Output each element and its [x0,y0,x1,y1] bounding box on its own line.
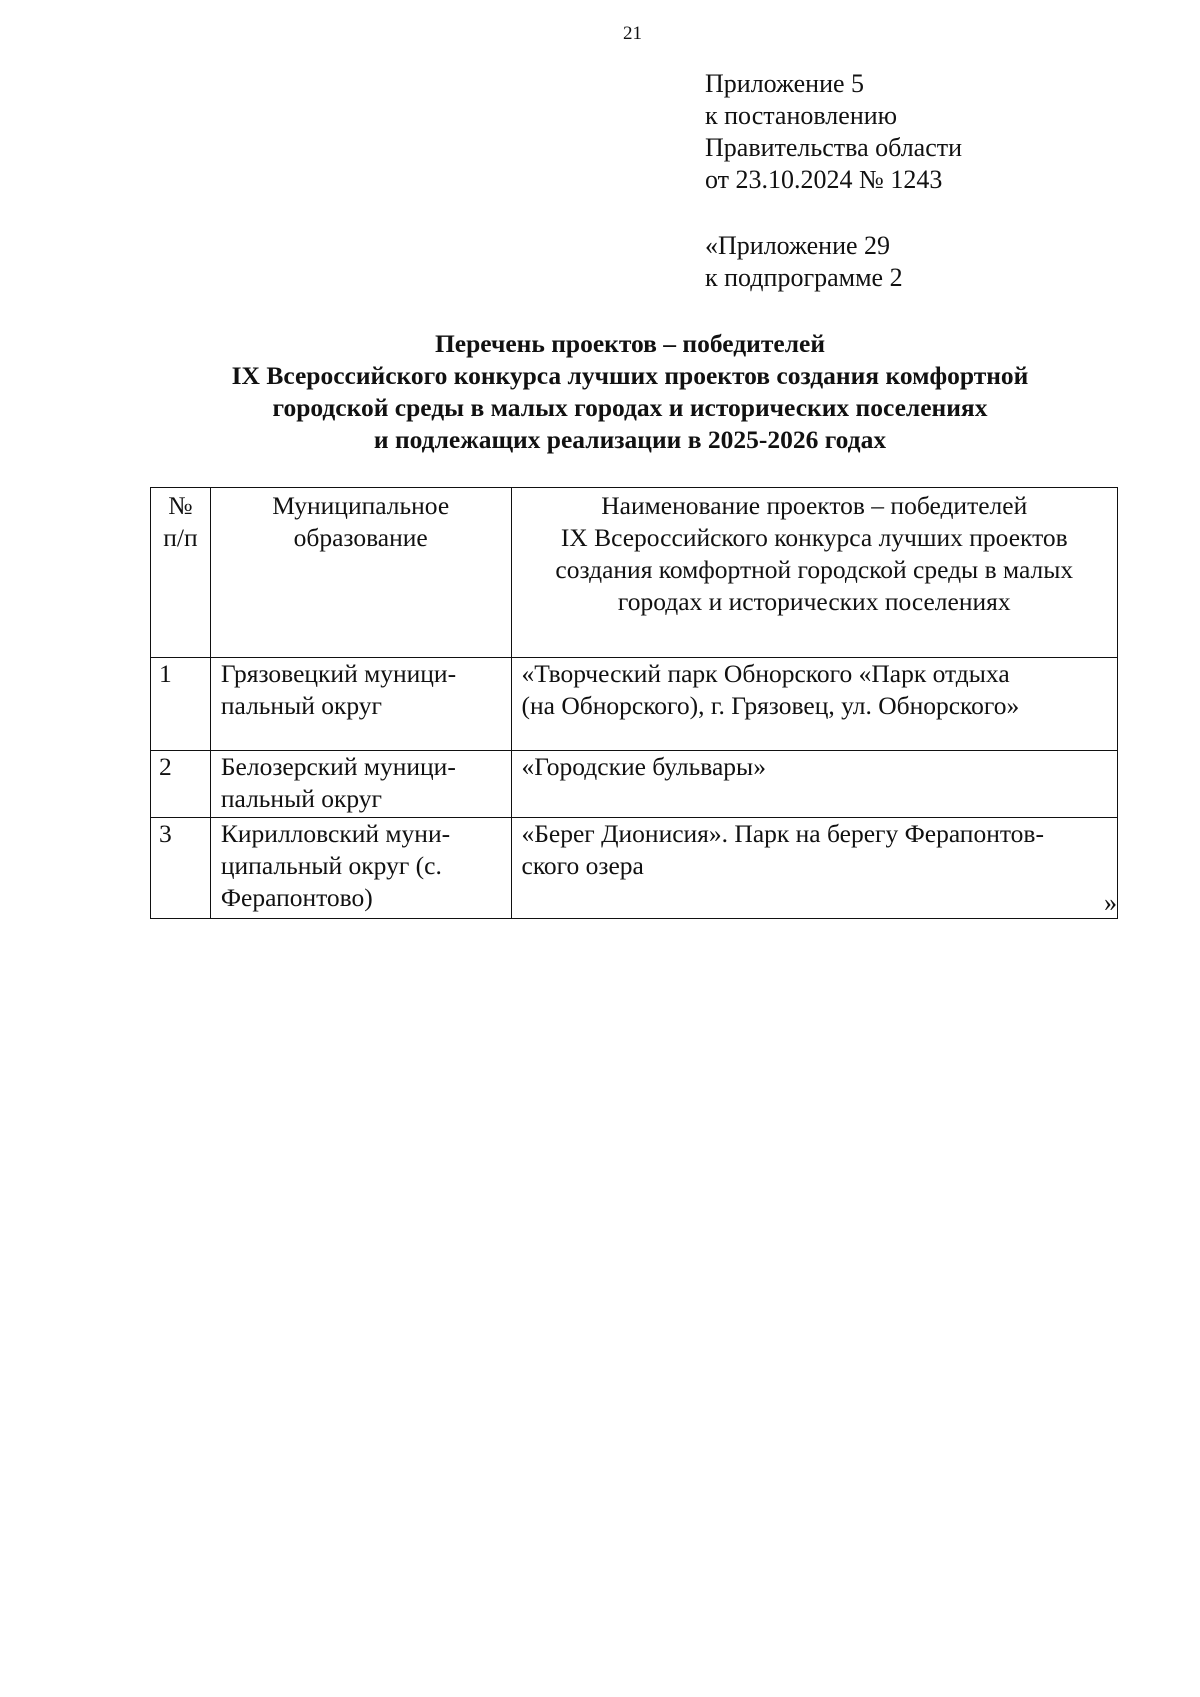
title-line: IX Всероссийского конкурса лучших проектов создания комфортной [231,361,1029,390]
table-row [151,818,1118,919]
sub-appendix-line: «Приложение 29 [705,231,891,260]
project-line: «Берег Дионисия». Парк на берегу Ферапонтов- [521,819,1044,848]
row-municipality [210,818,511,919]
municipality-line: пальный округ [220,784,382,813]
document-title [150,328,1110,456]
appendix-line: Приложение 5 [705,69,865,98]
row-municipality [210,751,511,818]
row-num: 1 [151,658,211,751]
row-municipality [210,658,511,751]
appendix-line: к постановлению [705,101,898,130]
projects-table [150,487,1118,919]
header-project [511,488,1117,658]
row-project [511,751,1117,818]
header-project-line: городах и исторических поселениях [617,587,1011,616]
municipality-line: Ферапонтово) [220,883,373,912]
sub-appendix-line: к подпрограмме 2 [705,263,903,292]
appendix-reference [705,68,962,196]
header-project-line: создания комфортной городской среды в малых [555,555,1074,584]
project-line: (на Обнорского), г. Грязовец, ул. Обнорского» [521,691,1020,720]
municipality-line: Кирилловский муни- [220,819,451,848]
table-header-row [151,488,1118,658]
municipality-line: Белозерский муници- [220,752,456,781]
project-line: «Творческий парк Обнорского «Парк отдыха [521,659,1010,688]
table-row [151,751,1118,818]
project-line: ского озера [521,851,644,880]
row-num: 3 [151,818,211,919]
header-municipality-line: образование [293,523,428,552]
appendix-line: Правительства области [705,133,963,162]
header-project-line: Наименование проектов – победителей [601,491,1028,520]
header-municipality [210,488,511,658]
header-num-line: № [168,491,193,520]
header-num [151,488,211,658]
title-line: городской среды в малых городах и исторических поселениях [272,393,988,422]
sub-appendix-reference [705,230,903,294]
row-project [511,818,1117,919]
municipality-line: пальный округ [220,691,382,720]
closing-quote: » [1104,888,1117,917]
title-line: и подлежащих реализации в 2025-2026 годах [373,425,887,454]
table-row [151,658,1118,751]
header-project-line: IX Всероссийского конкурса лучших проектов [560,523,1068,552]
row-num: 2 [151,751,211,818]
title-line: Перечень проектов – победителей [434,329,826,358]
municipality-line: Грязовецкий муници- [220,659,457,688]
page-number: 21 [623,23,642,44]
project-line: «Городские бульвары» [521,752,766,781]
header-num-line: п/п [163,523,198,552]
header-municipality-line: Муниципальное [272,491,450,520]
row-project [511,658,1117,751]
municipality-line: ципальный округ (с. [220,851,442,880]
appendix-line: от 23.10.2024 № 1243 [705,165,943,194]
